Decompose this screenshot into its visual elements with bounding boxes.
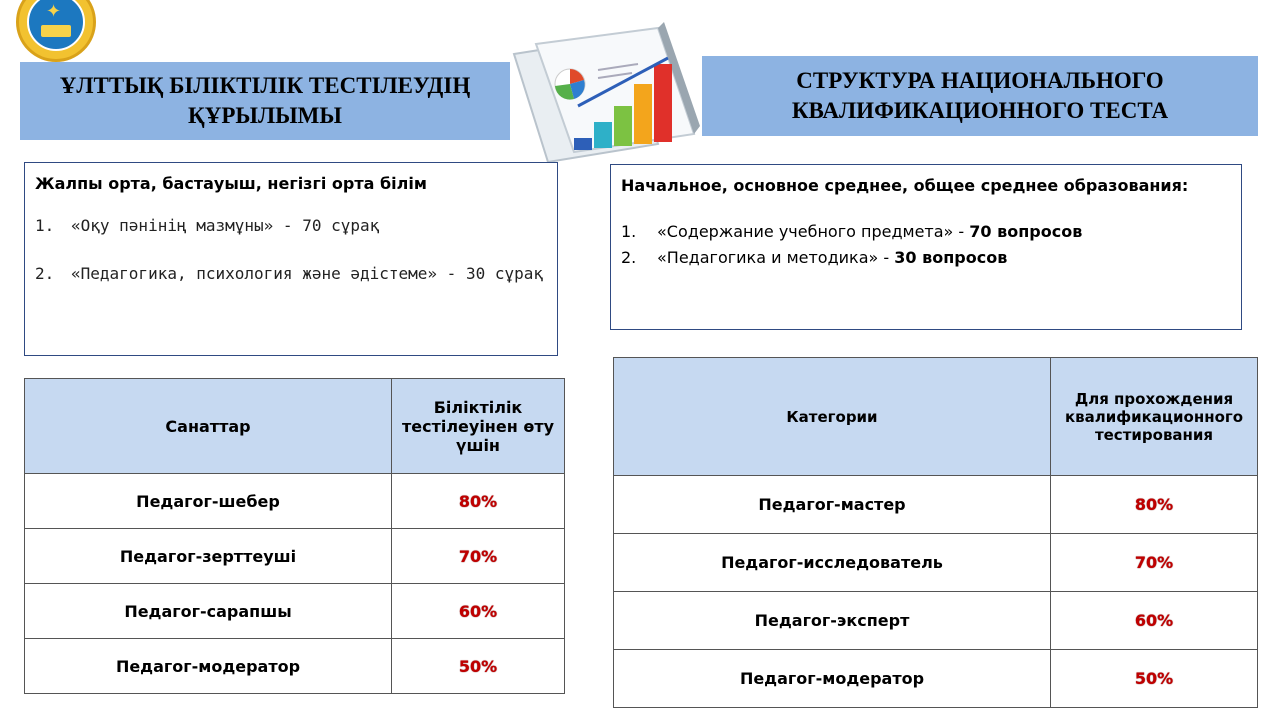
left-category-table xyxy=(24,378,565,694)
table-row xyxy=(25,529,565,584)
right-title: СТРУКТУРА НАЦИОНАЛЬНОГО КВАЛИФИКАЦИОННОГО ТЕСТА xyxy=(791,68,1169,123)
list-item xyxy=(35,261,547,287)
percent-cell: 60% xyxy=(392,584,565,639)
percent-cell: 80% xyxy=(1051,476,1258,534)
table-row xyxy=(25,584,565,639)
percent-cell: 70% xyxy=(392,529,565,584)
percent-cell: 50% xyxy=(392,639,565,694)
column-header: Категории xyxy=(614,358,1051,476)
right-info-box xyxy=(610,164,1242,330)
column-header: Біліктілік тестілеуінен өту үшін xyxy=(392,379,565,474)
category-cell: Педагог-эксперт xyxy=(614,592,1051,650)
category-cell: Педагог-зерттеуші xyxy=(25,529,392,584)
item-number: 1. xyxy=(35,216,55,235)
percent-cell: 60% xyxy=(1051,592,1258,650)
list-item xyxy=(35,213,547,239)
table-row xyxy=(25,639,565,694)
list-item xyxy=(621,219,1231,245)
left-info-box xyxy=(24,162,558,356)
column-header: Санаттар xyxy=(25,379,392,474)
percent-cell: 70% xyxy=(1051,534,1258,592)
right-category-table xyxy=(613,357,1258,708)
category-cell: Педагог-модератор xyxy=(25,639,392,694)
table-row xyxy=(614,476,1258,534)
right-item-list xyxy=(621,219,1231,271)
left-item-list xyxy=(35,213,547,287)
category-cell: Педагог-исследователь xyxy=(614,534,1051,592)
emblem-logo-icon: ✦ xyxy=(16,0,96,62)
left-title: ҰЛТТЫҚ БІЛІКТІЛІК ТЕСТІЛЕУДІҢ ҚҰРЫЛЫМЫ xyxy=(59,73,471,128)
list-item xyxy=(621,245,1231,271)
table-row xyxy=(25,474,565,529)
table-header-row xyxy=(614,358,1258,476)
item-text: «Педагогика и методика» - 30 вопросов xyxy=(657,248,1008,267)
right-title-banner xyxy=(702,56,1258,136)
category-cell: Педагог-шебер xyxy=(25,474,392,529)
table-row xyxy=(614,650,1258,708)
table-row xyxy=(614,592,1258,650)
table-header-row xyxy=(25,379,565,474)
percent-cell: 80% xyxy=(392,474,565,529)
column-header: Для прохождения квалификационного тестирования xyxy=(1051,358,1258,476)
percent-cell: 50% xyxy=(1051,650,1258,708)
category-cell: Педагог-модератор xyxy=(614,650,1051,708)
category-cell: Педагог-мастер xyxy=(614,476,1051,534)
left-title-banner xyxy=(20,62,510,140)
item-text: «Оқу пәнінің мазмұны» - 70 сұрақ xyxy=(71,216,380,235)
right-box-heading: Начальное, основное среднее, общее среднее образования: xyxy=(621,176,1189,195)
chart-illustration-icon xyxy=(508,14,704,164)
item-number: 2. xyxy=(621,248,637,267)
table-row xyxy=(614,534,1258,592)
item-number: 1. xyxy=(621,222,637,241)
item-number: 2. xyxy=(35,264,55,283)
item-text: «Содержание учебного предмета» - 70 вопросов xyxy=(657,222,1083,241)
category-cell: Педагог-сарапшы xyxy=(25,584,392,639)
left-box-heading: Жалпы орта, бастауыш, негізгі орта білім xyxy=(35,174,427,193)
item-text: «Педагогика, психология және әдістеме» - 30 сұрақ xyxy=(71,264,544,283)
